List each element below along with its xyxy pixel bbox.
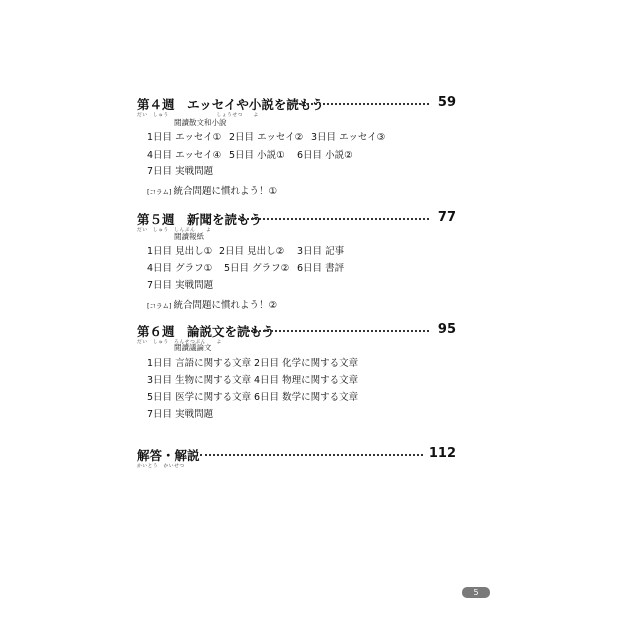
week6-leader xyxy=(248,330,429,332)
week5-title: 第５週 新聞を読もう xyxy=(137,212,263,227)
week5-column-tag: [コラム] xyxy=(147,302,172,310)
week5-day3[interactable]: 3日目 記事 xyxy=(297,246,345,257)
week4-column[interactable] xyxy=(147,179,277,198)
week5-day2[interactable]: 2日目 見出し② xyxy=(219,246,285,257)
week6-day7[interactable]: 7日目 実戦問題 xyxy=(147,409,214,420)
answers-title: 解答・解説 xyxy=(137,448,200,463)
week4-day6[interactable]: 6日目 小説② xyxy=(297,150,353,161)
week5-leader xyxy=(238,218,429,220)
week4-day2[interactable]: 2日目 エッセイ② xyxy=(229,132,304,143)
answers-leader xyxy=(200,454,423,456)
week6-ruby: だい しゅう ろんせつぶん よ xyxy=(137,340,222,345)
page-number-badge: 5 xyxy=(462,587,490,598)
week6-day1[interactable]: 1日目 言語に関する文章 xyxy=(147,358,252,369)
week5-ruby: だい しゅう しんぶん よ xyxy=(137,228,212,233)
week5-day5[interactable]: 5日目 グラフ② xyxy=(224,263,290,274)
week6-title: 第６週 論説文を読もう xyxy=(137,324,275,339)
week5-day6[interactable]: 6日目 書評 xyxy=(297,263,345,274)
week5-subtitle: 閲讀報紙 xyxy=(174,232,204,241)
week4-day4[interactable]: 4日目 エッセイ④ xyxy=(147,150,222,161)
week4-title: 第４週 エッセイや小説を読もう xyxy=(137,97,324,112)
week6-day2[interactable]: 2日目 化学に関する文章 xyxy=(254,358,359,369)
week4-day3[interactable]: 3日目 エッセイ③ xyxy=(311,132,386,143)
answers-page: 112 xyxy=(428,446,456,461)
week4-day5[interactable]: 5日目 小説① xyxy=(229,150,285,161)
week6-page: 95 xyxy=(437,322,456,337)
week4-column-text: 統合問題に慣れよう！① xyxy=(173,186,278,197)
week6-day6[interactable]: 6日目 数学に関する文章 xyxy=(254,392,359,403)
week4-ruby: だい しゅう しょうせつ よ xyxy=(137,113,259,118)
week4-day1[interactable]: 1日目 エッセイ① xyxy=(147,132,222,143)
week4-day7[interactable]: 7日目 実戦問題 xyxy=(147,166,214,177)
answers-ruby: かいとう かいせつ xyxy=(137,464,185,469)
week5-column-text: 統合問題に慣れよう！② xyxy=(173,300,278,311)
week5-day1[interactable]: 1日目 見出し① xyxy=(147,246,213,257)
week6-day4[interactable]: 4日目 物理に関する文章 xyxy=(254,375,359,386)
week4-subtitle: 閲讀散文和小說 xyxy=(174,118,227,127)
week5-day7[interactable]: 7日目 実戦問題 xyxy=(147,280,214,291)
week5-column[interactable] xyxy=(147,293,277,312)
week4-page: 59 xyxy=(437,95,456,110)
week4-column-tag: [コラム] xyxy=(147,188,172,196)
week6-subtitle: 閲讀議論文 xyxy=(174,343,212,352)
week5-page: 77 xyxy=(437,210,456,225)
week4-leader xyxy=(287,103,429,105)
week5-day4[interactable]: 4日目 グラフ① xyxy=(147,263,213,274)
week6-day5[interactable]: 5日目 医学に関する文章 xyxy=(147,392,252,403)
week6-day3[interactable]: 3日目 生物に関する文章 xyxy=(147,375,252,386)
